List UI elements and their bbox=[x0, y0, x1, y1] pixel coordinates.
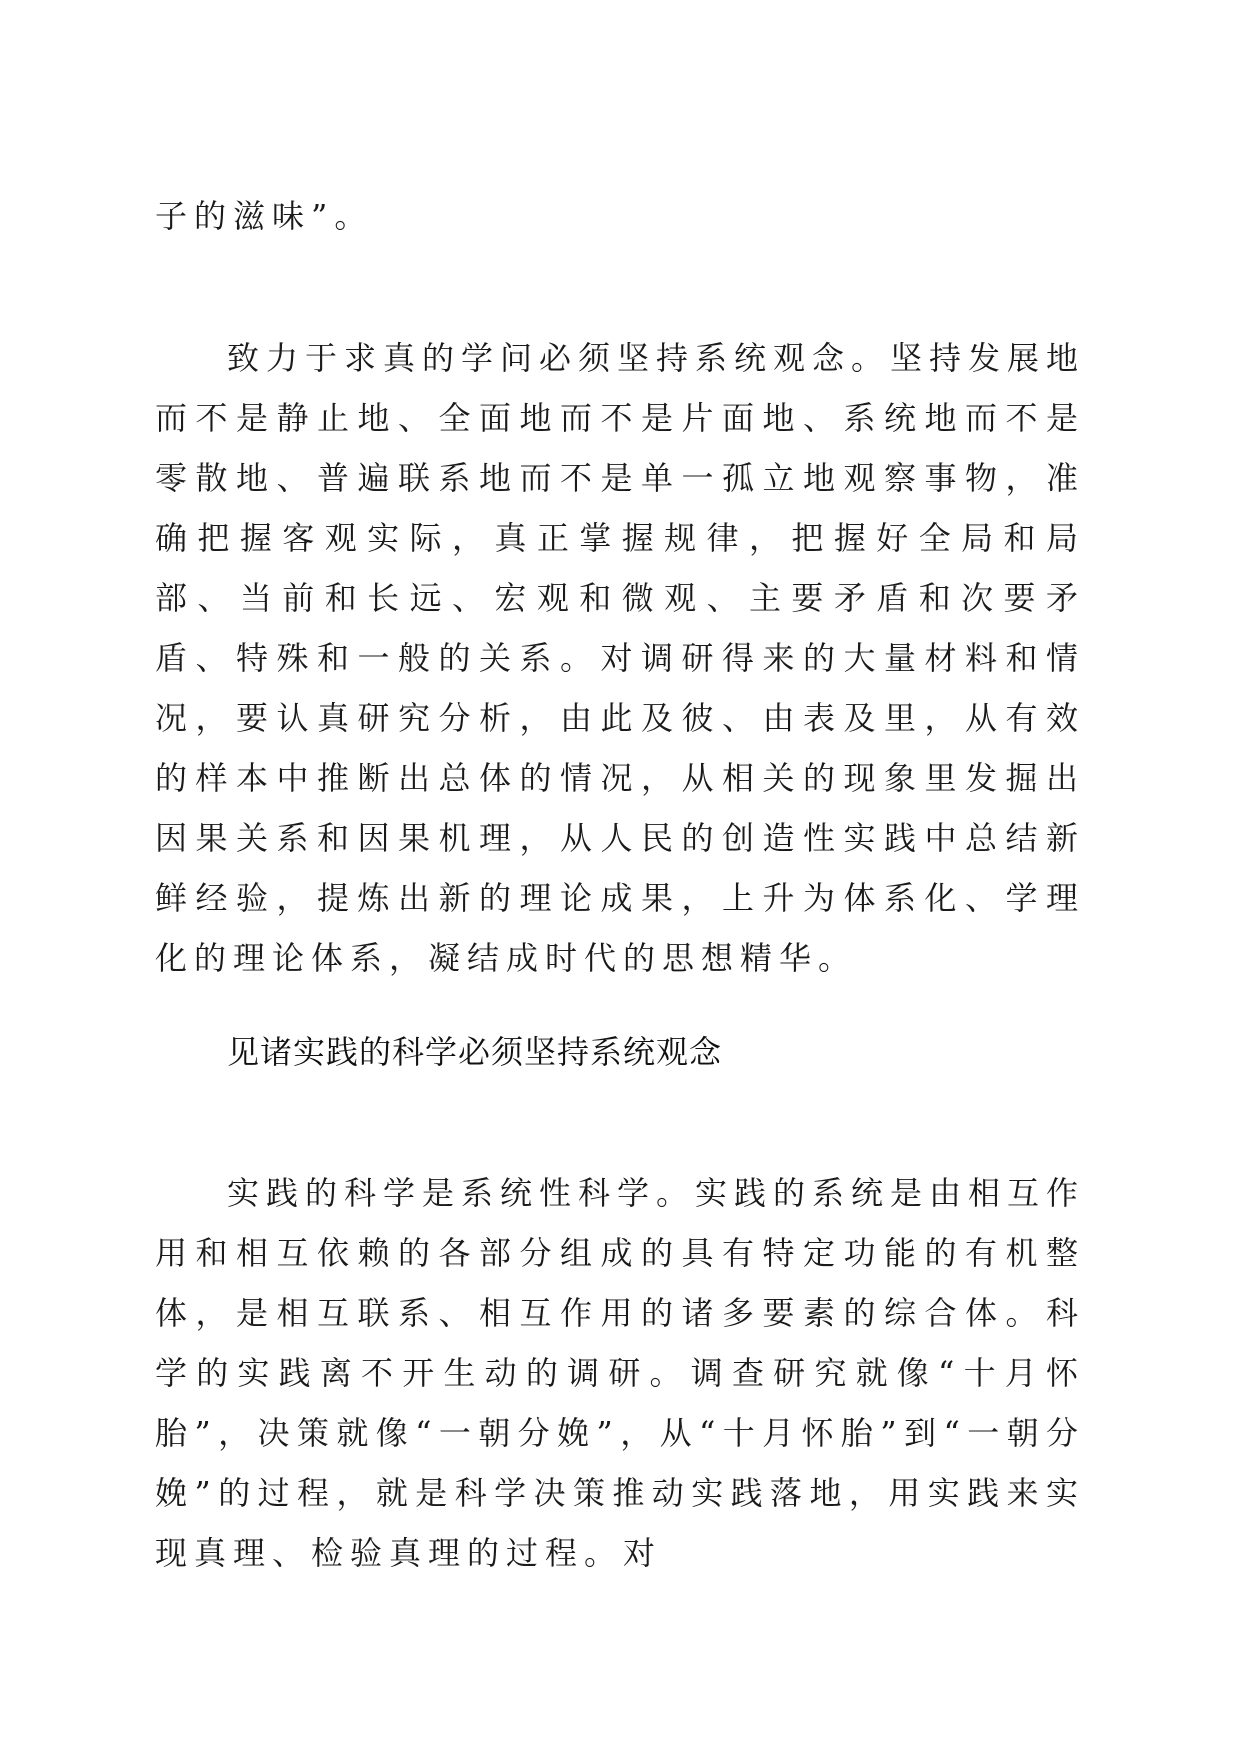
section-heading: 见诸实践的科学必须坚持系统观念 bbox=[227, 1033, 723, 1071]
paragraph-continuation: 子的滋味”。 bbox=[155, 197, 374, 235]
paragraph-practice-science: 实践的科学是系统性科学。实践的系统是由相互作用和相互依赖的各部分组成的具有特定功能的有机整体，是相互联系、相互作用的诸多要素的综合体。科学的实践离不开生动的调研。调查研究就像“十月怀胎”，决策就像“一朝分娩”，从“十月怀胎”到“一朝分娩”的过程，就是科学决策推动实践落地，用实践来实现真理、检验真理的过程。对 bbox=[155, 1174, 1086, 1572]
paragraph-seeking-truth: 致力于求真的学问必须坚持系统观念。坚持发展地而不是静止地、全面地而不是片面地、系统地而不是零散地、普遍联系地而不是单一孤立地观察事物，准确把握客观实际，真正掌握规律，把握好全局和局部、当前和长远、宏观和微观、主要矛盾和次要矛盾、特殊和一般的关系。对调研得来的大量材料和情况，要认真研究分析，由此及彼、由表及里，从有效的样本中推断出总体的情况，从相关的现象里发掘出因果关系和因果机理，从人民的创造性实践中总结新鲜经验，提炼出新的理论成果，上升为体系化、学理化的理论体系，凝结成时代的思想精华。 bbox=[155, 339, 1086, 977]
